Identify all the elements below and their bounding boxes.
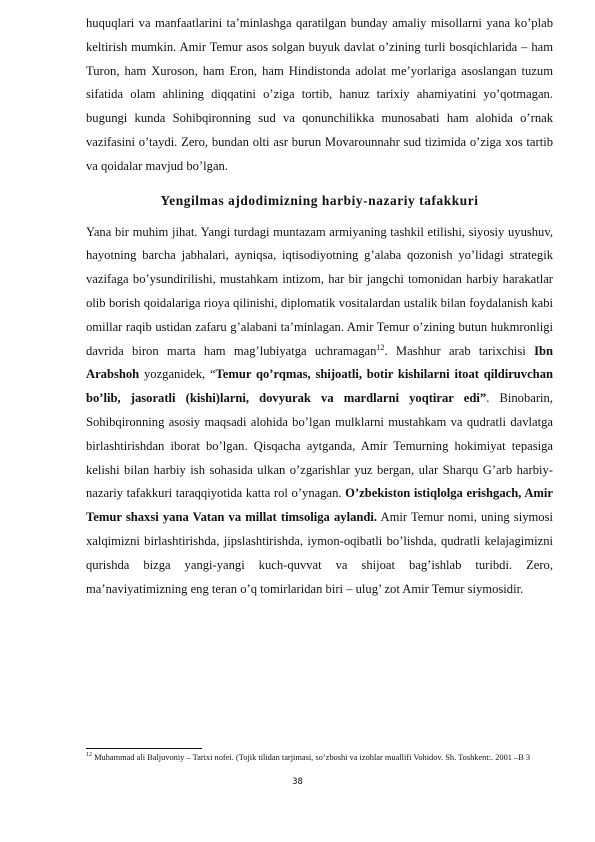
paragraph-2-text-2: . Mashhur arab tarixchisi [384, 343, 535, 358]
paragraph-1: huquqlari va manfaatlarini ta’minlashga qaratilgan bunday amaliy misollarni yana ko’plab keltirish mumkin. Amir Temur asos solgan buyuk davlat o’zining turli bosqichlarida – ham Turon, ham Xuroson, ham Eron, ham Hindistonda adolat me’yorlariga asoslangan tuzum sifatida olam ahlining diqqatini o’ziga tortib, hanuz tarixiy ahamiyatini yo’qotmagan. bugungi kunda Sohibqironning sud va qonunchilikka munosabati ham alohida o’rnak vazifasini o’taydi. Zero, bundan olti asr burun Movarounnahr sud tizimida o’ziga xos tartib va qoidalar mavjud bo’lgan. [86, 16, 553, 173]
footnote-reference[interactable]: 12 [376, 342, 385, 352]
emphasis-bold: O’zbekiston istiqlolga erishgach, Amir Temur shaxsi yana Vatan va millat timsoliga aylandi. [86, 486, 553, 525]
section-heading: Yengilmas ajdodimizning harbiy-nazariy tafakkuri [160, 192, 479, 208]
paragraph-2-text-3: yozganidek, “ [139, 367, 216, 382]
paragraph-2-text-4: . Binobarin, Sohibqironning asosiy maqsadi alohida bo’lgan mulklarni mustahkam va qudratli davlatga birlashtirishdan iborat bo’lgan. Qisqacha aytganda, Amir Temurning hokimiyat tepasiga kelishi bilan harbiy ish sohasida ulkan o’zgarishlar yuz bergan, ular Sharqu G’arb harbiy-nazariy tafakkuri taraqqiyotida katta rol o’ynagan. [86, 391, 553, 501]
paragraph-2-text-5: Amir Temur nomi, uning siymosi xalqimizni birlashtirishda, jipslashtirishda, iymon-oqibatli bo’lishda, qudratli kelajagimizni qurishda bizga yangi-yangi kuch-quvvat va shijoat bag’ishlab turibdi. Zero, ma’naviyatimizning eng teran o’q tomirlaridan biri – ulug’ zot Amir Temur siymosidir. [86, 510, 553, 596]
document-body [86, 12, 553, 601]
footnote-divider [86, 748, 202, 749]
footnote-number: 12 [86, 752, 92, 759]
author-name-bold: Ibn Arabshoh [86, 343, 553, 382]
paragraph-2 [86, 221, 553, 602]
quotation-bold: Temur qo’rqmas, shijoatli, botir kishilarni itoat qildiruvchan bo’lib, jasoratli (kishi)larni, dovyurak va mardlarni yoqtirar edi” [86, 367, 553, 406]
page-number: 38 [292, 777, 303, 787]
footnote-text: Muhammad ali Baljuvoniy – Tarixi nofei. (Tojik tilidan tarjimasi, so’zboshi va izohlar muallifi Vohidov. Sh. Toshkent:. 2001 –B 3 [92, 753, 531, 762]
paragraph-2-text-1: Yana bir muhim jihat. Yangi turdagi muntazam armiyaning tashkil etilishi, siyosiy uyushuv, hayotning barcha jabhalari, ayniqsa, iqtisodiyotning g’alaba qozonish yo’lidagi strategik vazifaga bo’ysundirilishi, mustahkam intizom, har bir jangchi tomonidan harbiy harakatlar olib borish qoidalariga rioya qilinishi, diplomatik vositalardan ustalik bilan foydalanish kabi omillar raqib ustidan zafaru g’alabani ta’minlagan. Amir Temur o’zining butun hukmronligi davrida biron marta ham mag’lubiyatga uchramagan [86, 224, 553, 358]
footnote [86, 752, 553, 764]
